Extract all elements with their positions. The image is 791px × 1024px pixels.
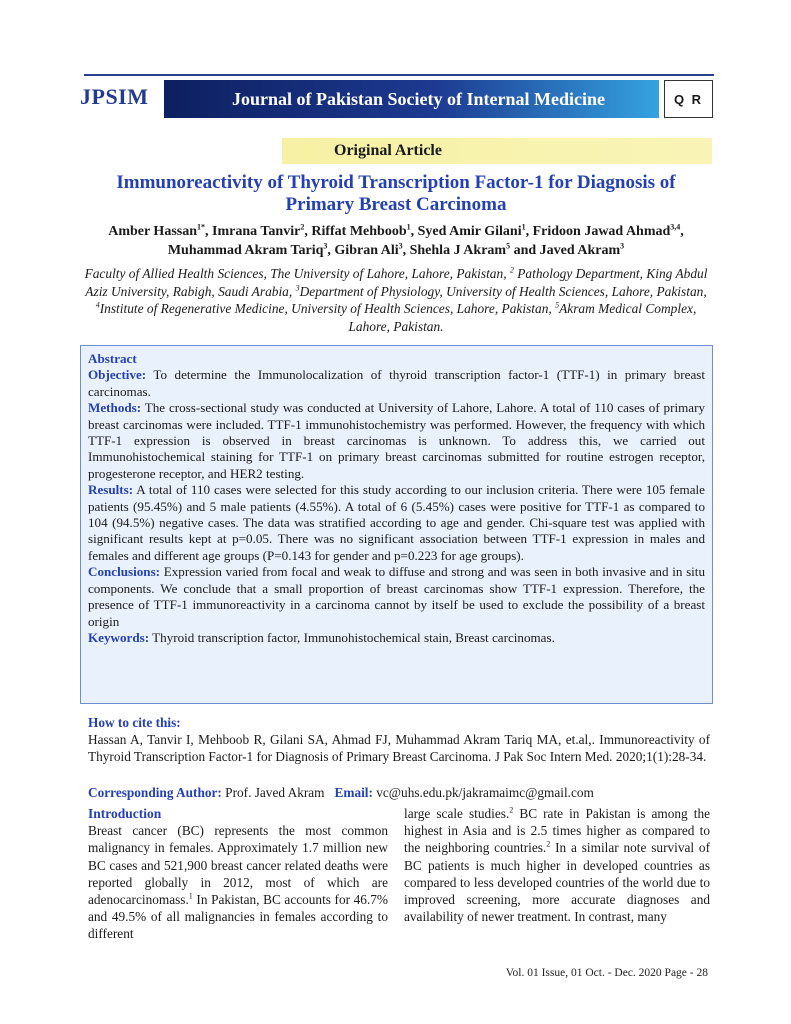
qr-code-box: Q R (664, 80, 713, 118)
abstract-results: Results: A total of 110 cases were selected for this study according to our inclusion criteria. There were 105 female patients (95.45%) and 5 male patients (4.55%). A total of 6 (5.45%) cases were positive for TTF-1 as compared to 104 (94.5%) negative cases. The data was stratified according to age and gender. Chi-square test was applied with significant results kept at p=0.05. There was no significant association between TTF-1 expression in males and females and different age groups (P=0.143 for gender and p=0.223 for age groups). (88, 482, 705, 563)
author-affiliation-marker: 2 (300, 222, 305, 232)
author-affiliation-marker: 3 (398, 241, 403, 251)
abstract-keywords: Keywords: Thyroid transcription factor, Immunohistochemical stain, Breast carcinomas. (88, 629, 555, 645)
author-name: Muhammad Akram Tariq (167, 243, 324, 258)
corresponding-author: Corresponding Author: Prof. Javed Akram Email: vc@uhs.edu.pk/jakramaimc@gmail.com (88, 785, 594, 800)
author-name: Riffat Mehboob (311, 224, 407, 239)
author-affiliation-marker: 3,4 (670, 222, 681, 232)
article-title: Immunoreactivity of Thyroid Transcription Factor-1 for Diagnosis of Primary Breast Carcinoma (116, 172, 676, 215)
journal-banner (164, 80, 659, 118)
intro-left-column (88, 805, 388, 943)
author-affiliation-marker: 5 (506, 241, 511, 251)
abstract-conclusions: Conclusions: Expression varied from focal and weak to diffuse and strong and was seen in both invasive and in situ components. We conclude that a small proportion of breast carcinomas show TTF-1 expression. Therefore, the presence of TTF-1 immunoreactivity in a carcinoma cannot by itself be used to exclude the possibility of a breast origin (88, 564, 705, 629)
journal-name: Journal of Pakistan Society of Internal Medicine (232, 88, 605, 109)
page-footer: Vol. 01 Issue, 01 Oct. - Dec. 2020 Page - 28 (505, 967, 708, 979)
article-type-banner (282, 138, 712, 164)
author-name: Syed Amir Gilani (417, 224, 522, 239)
abstract-objective: Objective: To determine the Immunolocalization of thyroid transcription factor-1 (TTF-1) in primary breast carcinomas. (88, 367, 705, 399)
affiliations: Faculty of Allied Health Sciences, The University of Lahore, Lahore, Pakistan, $^2$ Pathology Department, King Abdul Aziz University, Rabigh, Saudi Arabia, $^3$Department of Physiology, University of Health Sciences, Lahore, Pakistan, $^4$Institute of Regenerative Medicine, University of Health Sciences, Lahore, Pakistan, $^5$Akram Medical Complex, Lahore, Pakistan. (84, 265, 708, 334)
abstract-box (80, 345, 713, 704)
journal-brand: JPSIM (80, 84, 149, 109)
author-affiliation-marker: 1 (521, 222, 526, 232)
author-affiliation-marker: 3 (323, 241, 328, 251)
author-name: Javed Akram (539, 243, 621, 258)
intro-paragraph-left: Breast cancer (BC) represents the most common malignancy in females. Approximately 1.7 million new BC cases and 521,900 breast cancer related deaths were reported globally in 2012, most of which are adenocarcinomass.$^1$ In Pakistan, BC accounts for 46.7% and 49.5% of all malignancies in females according to different (88, 823, 388, 942)
intro-paragraph-right: large scale studies.$^2$ BC rate in Pakistan is among the highest in Asia and is 2.5 times higher as compared to the neighboring countries.$^2$ In a similar note survival of BC patients is much higher in developed countries as compared to less developed countries of the world due to improved screening, more accurate diagnoses and availability of newer treatment. In contrast, many (404, 805, 710, 925)
author-name: Amber Hassan (108, 224, 198, 239)
author-name: Shehla J Akram (409, 243, 507, 258)
author-name: Gibran Ali (334, 243, 399, 258)
author-affiliation-marker: 1* (197, 222, 206, 232)
abstract-heading: Abstract (88, 351, 137, 366)
email-link[interactable]: vc@uhs.edu.pk/jakramaimc@gmail.com (372, 785, 594, 800)
citation-block (88, 714, 710, 765)
article-type-label: Original Article (334, 142, 442, 159)
author-list: Amber Hassan$^{1*}$, Imrana Tanvir$^2$, Riffat Mehboob$^1$, Syed Amir Gilani$^1$, Fridoon Jawad Ahmad$^{3,4}$, Muhammad Akram Tariq$^3$, Gibran Ali$^3$, Shehla J Akram$^5$ and Javed Akram$^3$ (108, 222, 684, 258)
author-name: Fridoon Jawad Ahmad (532, 224, 671, 239)
introduction-heading: Introduction (88, 806, 162, 821)
citation-heading: How to cite this: (88, 715, 181, 730)
intro-right-column (404, 805, 710, 925)
author-affiliation-marker: 1 (406, 222, 411, 232)
author-affiliation-marker: 3 (620, 241, 625, 251)
header-rule (84, 74, 714, 76)
author-name: Imrana Tanvir (212, 224, 301, 239)
citation-text: Hassan A, Tanvir I, Mehboob R, Gilani SA, Ahmad FJ, Muhammad Akram Tariq MA, et.al,. Immunoreactivity of Thyroid Transcription Factor-1 for Diagnosis of Primary Breast Carcinoma. J Pak Soc Intern Med. 2020;1(1):28-34. (88, 732, 710, 764)
abstract-methods: Methods: The cross-sectional study was conducted at University of Lahore, Lahore. A total of 110 cases of primary breast carcinomas were included. TTF-1 immunohistochemistry was performed. However, the frequency with which TTF-1 expression is observed in breast carcinomas is unknown. To address this, we carried out Immunohistochemical staining for TTF-1 on primary breast carcinomas submitted for routine estrogen receptor, progesterone receptor, and HER2 testing. (88, 400, 705, 481)
